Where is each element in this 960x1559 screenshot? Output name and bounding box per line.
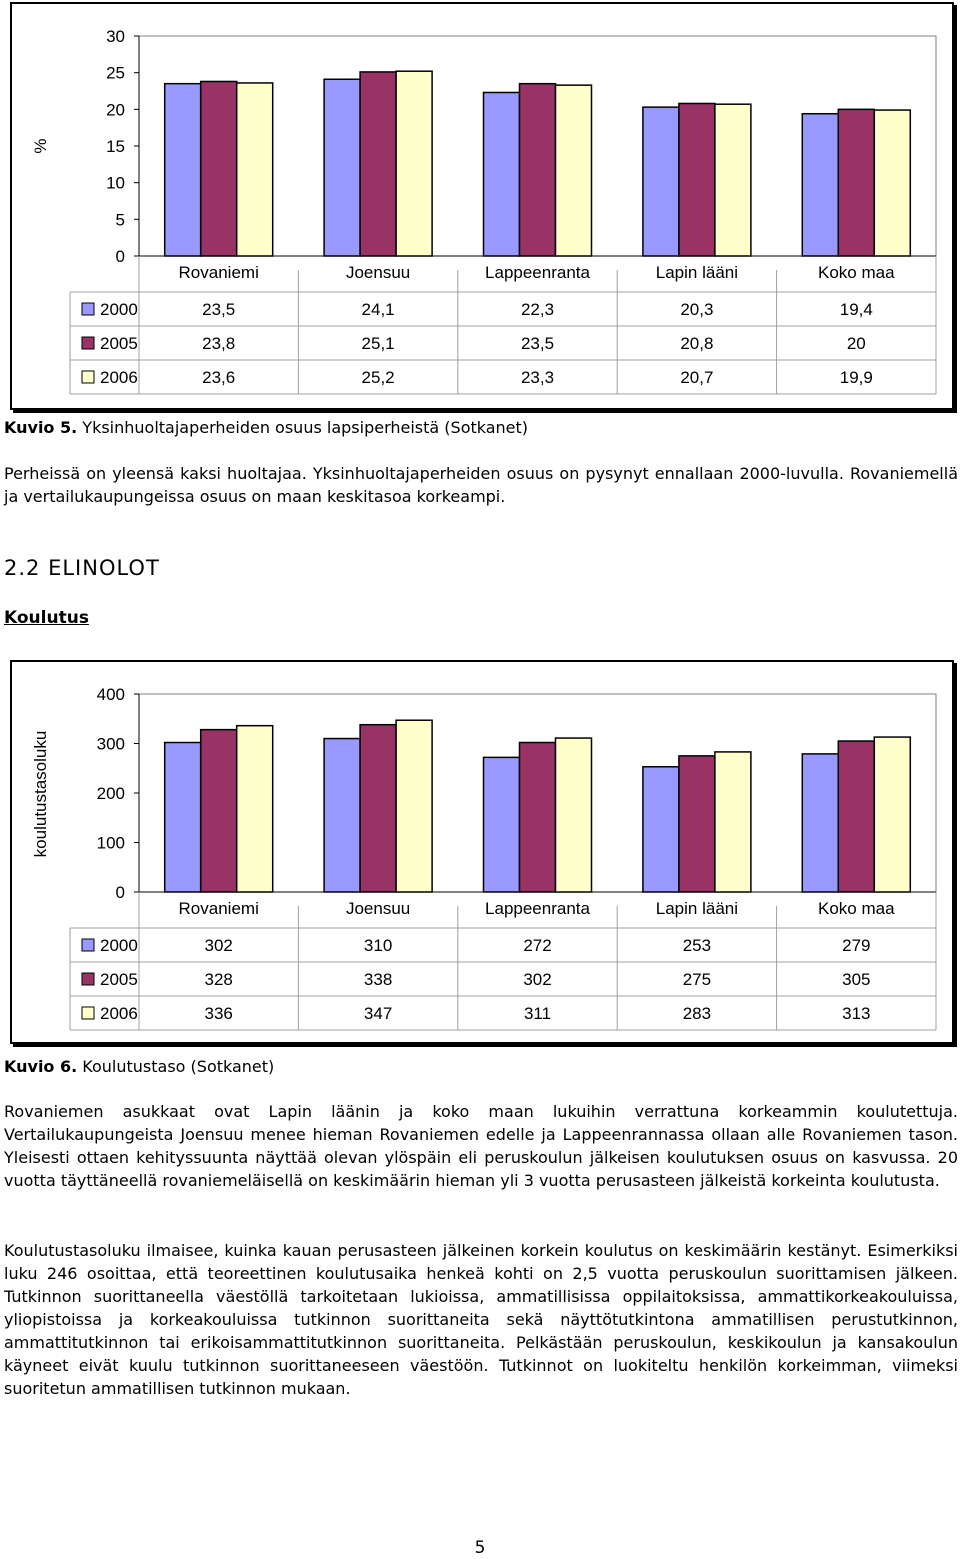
- table-cell-2005-0: 328: [204, 970, 233, 989]
- bar-2005-1: [360, 725, 396, 892]
- legend-label-2000: 2000: [100, 936, 138, 955]
- figure-label-5: Kuvio 5.: [4, 418, 78, 437]
- legend-label-2006: 2006: [100, 368, 138, 387]
- figure-label-6: Kuvio 6.: [4, 1057, 78, 1076]
- table-cell-2006-4: 313: [842, 1004, 871, 1023]
- table-cell-2006-1: 25,2: [361, 368, 395, 387]
- chart-kuvio-6: [10, 660, 954, 1044]
- bar-2000-0: [165, 743, 201, 892]
- paragraph-education-2: Koulutustasoluku ilmaisee, kuinka kauan perusasteen jälkeinen korkein koulutus on keskimäärin kestänyt. Esimerkiksi luku 246 osoittaa, että teoreettinen koulutusaika henkeä kohti on 2,5 vuotta peruskoulun suorittamisen jälkeen. Tutkinnon suorittaneella väestöllä tarkoitetaan lukioissa, ammatillisissa oppilaitoksissa, ammattikorkeakouluissa, yliopistoissa ja korkeakouluissa tutkinnon suorittaneita sekä näyttötutkintona ammatillisen perustutkinnon, ammattitutkinnon tai erikoisammattitutkinnon suorittaneita. Pelkästään peruskoulun, keskikoulun ja kansakoulun käyneet eivät kuulu tutkinnon suorittaneeseen väestöön. Tutkinnot on luokiteltu henkilön korkeimman, viimeksi suoritetun ammatillisen tutkinnon mukaan.: [4, 1241, 958, 1398]
- legend-key-2000: [82, 939, 94, 951]
- bar-2000-4: [802, 114, 838, 256]
- legend-key-2005: [82, 973, 94, 985]
- table-cell-2005-1: 25,1: [361, 334, 395, 353]
- y-tick-label: 30: [106, 27, 125, 46]
- bar-2000-2: [484, 757, 520, 892]
- y-tick-label: 300: [96, 734, 125, 754]
- table-cell-2005-3: 275: [682, 970, 712, 989]
- y-tick-label: 0: [115, 247, 125, 266]
- table-cell-2005-2: 302: [523, 970, 552, 989]
- figure-caption-5: [4, 418, 528, 437]
- table-cell-2005-2: 23,5: [520, 334, 555, 353]
- bar-2006-2: [556, 85, 592, 256]
- bar-2000-2: [484, 92, 520, 256]
- bar-2006-3: [715, 752, 751, 892]
- page-number: 5: [474, 1538, 486, 1558]
- bar-2000-1: [324, 79, 360, 256]
- bar-2005-3: [679, 756, 715, 892]
- bar-2006-1: [396, 720, 432, 892]
- category-label: Joensuu: [345, 899, 411, 918]
- y-tick-label: 15: [106, 137, 125, 156]
- bar-2000-0: [165, 84, 201, 256]
- paragraph-family: Perheissä on yleensä kaksi huoltajaa. Yksinhuoltajaperheiden osuus on pysynyt ennallaan 2000-luvulla. Rovaniemellä ja vertailukaupungeissa osuus on maan keskitasoa korkeampi.: [4, 464, 958, 506]
- category-label: Lappeenranta: [485, 263, 590, 282]
- bar-2005-2: [520, 84, 556, 256]
- category-label: Lapin lääni: [655, 899, 739, 918]
- y-tick-label: 100: [96, 833, 125, 853]
- category-label: Rovaniemi: [178, 899, 259, 918]
- table-cell-2000-1: 24,1: [361, 300, 395, 319]
- bar-2005-1: [360, 72, 396, 256]
- legend-key-2005: [82, 337, 94, 349]
- y-tick-label: 200: [96, 784, 125, 803]
- category-label: Koko maa: [818, 263, 895, 282]
- bar-2006-4: [874, 110, 910, 256]
- table-cell-2005-4: 20: [846, 334, 866, 353]
- table-cell-2000-3: 253: [682, 936, 712, 955]
- legend-label-2005: 2005: [100, 970, 138, 989]
- bar-2006-0: [237, 726, 273, 892]
- bar-2005-4: [838, 741, 874, 892]
- legend-label-2000: 2000: [100, 300, 138, 319]
- table-cell-2006-3: 283: [682, 1004, 712, 1023]
- table-cell-2006-0: 23,6: [202, 368, 236, 387]
- subheading-koulutus: Koulutus: [4, 608, 89, 628]
- table-cell-2006-2: 311: [523, 1004, 552, 1023]
- category-label: Lappeenranta: [485, 899, 590, 918]
- y-tick-label: 400: [96, 685, 125, 704]
- table-cell-2000-2: 22,3: [520, 300, 555, 319]
- legend-key-2006: [82, 1007, 94, 1019]
- y-tick-label: 25: [106, 63, 125, 83]
- bar-2006-0: [237, 83, 273, 256]
- bar-2005-2: [520, 743, 556, 892]
- bar-2000-3: [643, 767, 679, 892]
- table-cell-2005-1: 338: [363, 970, 393, 989]
- y-tick-label: 0: [115, 883, 125, 902]
- table-cell-2000-1: 310: [363, 936, 393, 955]
- bar-2000-4: [802, 754, 838, 892]
- section-heading: 2.2 ELINOLOT: [4, 556, 160, 580]
- y-tick-label: 20: [106, 100, 125, 120]
- category-label: Lapin lääni: [655, 263, 739, 282]
- category-label: Rovaniemi: [178, 263, 259, 282]
- bar-2005-0: [201, 730, 237, 892]
- bar-2005-3: [679, 103, 715, 256]
- table-cell-2000-4: 19,4: [839, 300, 873, 319]
- bar-2006-1: [396, 71, 432, 256]
- chart-kuvio-6-svg: [12, 662, 952, 1042]
- table-cell-2006-3: 20,7: [680, 368, 714, 387]
- paragraph-education-1: Rovaniemen asukkaat ovat Lapin läänin ja koko maan lukuihin verrattuna korkeammin koulutettuja. Vertailukaupungeista Joensuu menee hieman Rovaniemen edelle ja Lappeenrannassa ollaan alle Rovaniemen tason. Yleisesti ottaen kehityssuunta näyttää olevan ylöspäin eli peruskoulun jälkeisen koulutuksen osuus on kasvussa. 20 vuotta täyttäneellä rovaniemeläisellä on keskimäärin hieman yli 3 vuotta perusasteen jälkeistä korkeinta koulutusta.: [4, 1102, 958, 1190]
- table-cell-2006-0: 336: [204, 1004, 233, 1023]
- bar-2005-4: [838, 109, 874, 256]
- legend-label-2006: 2006: [100, 1004, 138, 1023]
- bar-2006-4: [874, 737, 910, 892]
- table-cell-2000-4: 279: [842, 936, 871, 955]
- bar-2005-0: [201, 81, 237, 256]
- table-cell-2006-4: 19,9: [839, 368, 873, 387]
- legend-key-2006: [82, 371, 94, 383]
- y-axis-label: koulutustasoluku: [31, 730, 50, 858]
- figure-caption-text-6: Koulutustaso (Sotkanet): [77, 1057, 275, 1076]
- figure-caption-6: [4, 1057, 274, 1076]
- table-cell-2000-0: 302: [204, 936, 233, 955]
- chart-kuvio-5: [10, 2, 954, 410]
- table-cell-2005-0: 23,8: [202, 334, 236, 353]
- table-cell-2005-3: 20,8: [680, 334, 714, 353]
- table-cell-2000-0: 23,5: [202, 300, 236, 319]
- table-cell-2005-4: 305: [842, 970, 871, 989]
- legend-key-2000: [82, 303, 94, 315]
- y-tick-label: 5: [115, 210, 125, 230]
- legend-label-2005: 2005: [100, 334, 138, 353]
- table-cell-2000-3: 20,3: [680, 300, 714, 319]
- figure-caption-text-5: Yksinhuoltajaperheiden osuus lapsiperheistä (Sotkanet): [77, 418, 529, 437]
- y-axis-label: %: [31, 138, 50, 154]
- bar-2000-3: [643, 107, 679, 256]
- y-tick-label: 10: [106, 173, 125, 193]
- category-label: Koko maa: [818, 899, 895, 918]
- table-cell-2006-1: 347: [363, 1004, 393, 1023]
- table-cell-2000-2: 272: [523, 936, 552, 955]
- bar-2006-3: [715, 104, 751, 256]
- table-cell-2006-2: 23,3: [520, 368, 555, 387]
- category-label: Joensuu: [345, 263, 411, 282]
- bar-2000-1: [324, 739, 360, 892]
- bar-2006-2: [556, 738, 592, 892]
- chart-kuvio-5-svg: [12, 4, 952, 408]
